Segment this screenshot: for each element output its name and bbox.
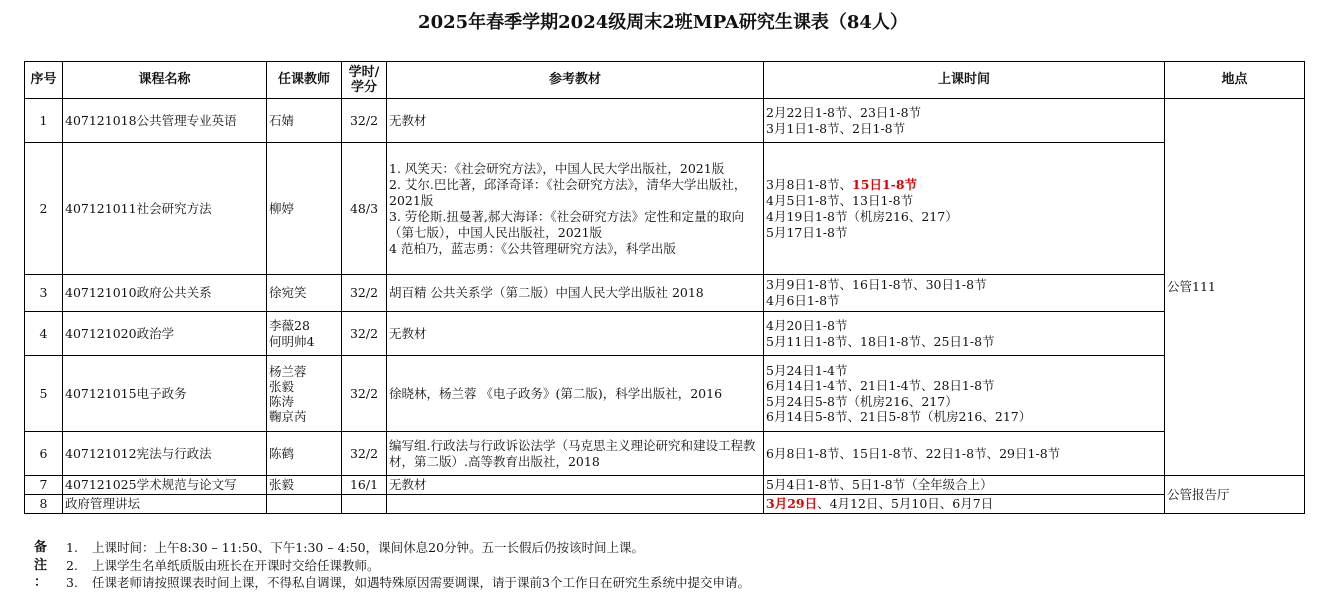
cell-teacher: 徐宛笑 [267, 275, 342, 312]
time-line: 5月17日1-8节 [766, 224, 848, 240]
cell-teacher: 石婧 [267, 99, 342, 143]
cell-location-main: 公管111 [1165, 99, 1305, 476]
teacher-name: 何明帅4 [269, 333, 315, 349]
time-line: 5月24日5-8节（机房216、217） [766, 393, 958, 409]
cell-teacher [267, 495, 342, 514]
time-segment: 3月8日1-8节、 [766, 176, 853, 192]
notes-label-char: ： [34, 575, 48, 590]
header-textbook: 参考教材 [387, 62, 764, 99]
cell-hours: 32/2 [342, 275, 387, 312]
cell-textbook: 无教材 [387, 99, 764, 143]
cell-seq: 3 [25, 275, 63, 312]
cell-time [764, 143, 1165, 275]
cell-teacher: 陈鹤 [267, 432, 342, 476]
cell-time [764, 495, 1165, 514]
table-row [25, 275, 1305, 312]
cell-seq: 4 [25, 312, 63, 356]
cell-textbook [387, 143, 764, 275]
note-item [66, 557, 750, 575]
time-segment: 、4月12日、5月10日、6月7日 [817, 496, 994, 511]
notes-label [34, 539, 50, 592]
table-row [25, 432, 1305, 476]
cell-textbook: 无教材 [387, 312, 764, 356]
cell-teacher [267, 356, 342, 432]
cell-hours: 32/2 [342, 312, 387, 356]
note-number: 2. [66, 557, 78, 573]
time-highlight: 15日1-8节 [852, 176, 918, 192]
cell-time: 6月8日1-8节、15日1-8节、22日1-8节、29日1-8节 [764, 432, 1165, 476]
cell-course: 407121025学术规范与论文写 [63, 476, 267, 495]
note-text: 上课学生名单纸质版由班长在开课时交给任课教师。 [92, 557, 380, 573]
note-number: 3. [66, 575, 78, 590]
cell-time [764, 275, 1165, 312]
note-item [66, 539, 750, 557]
cell-textbook [387, 432, 764, 476]
note-text: 任课老师请按照课表时间上课，不得私自调课，如遇特殊原因需要调课，请于课前3个工作日在研究生系统中提交申请。 [92, 575, 750, 590]
time-line: 4月6日1-8节 [766, 293, 840, 308]
header-location: 地点 [1165, 62, 1305, 99]
textbook-line: 徐晓林，杨兰蓉 《电子政务》(第二版)，科学出版社，2016 [389, 385, 723, 401]
cell-hours: 32/2 [342, 432, 387, 476]
cell-textbook [387, 356, 764, 432]
header-hours-line1: 学时/ [348, 65, 380, 80]
time-highlight: 3月29日 [766, 496, 818, 511]
cell-teacher: 张毅 [267, 476, 342, 495]
cell-seq: 5 [25, 356, 63, 432]
cell-time [764, 356, 1165, 432]
cell-time [764, 99, 1165, 143]
table-row [25, 312, 1305, 356]
cell-teacher: 柳婷 [267, 143, 342, 275]
note-number: 1. [66, 540, 78, 555]
cell-course: 407121018公共管理专业英语 [63, 99, 267, 143]
time-line: 6月14日1-4节、21日1-4节、28日1-8节 [766, 378, 995, 393]
time-line [766, 177, 1162, 193]
time-line: 6月14日5-8节、21日5-8节（机房216、217） [766, 409, 1032, 424]
header-course: 课程名称 [63, 62, 267, 99]
cell-hours: 48/3 [342, 143, 387, 275]
header-time: 上课时间 [764, 62, 1165, 99]
time-line: 5月11日1-8节、18日1-8节、25日1-8节 [766, 333, 995, 349]
time-line: 3月1日1-8节、2日1-8节 [766, 120, 906, 136]
textbook-line: 4 范柏乃，蓝志勇：《公共管理研究方法》，科学出版 [389, 240, 676, 256]
cell-hours: 32/2 [342, 99, 387, 143]
notes-list [66, 539, 750, 592]
textbook-line: 3. 劳伦斯.扭曼著,郝大海译：《社会研究方法》定性和定量的取向（第七版），中国人民出版社，2021版 [389, 208, 745, 240]
cell-course: 407121010政府公共关系 [63, 275, 267, 312]
cell-seq: 7 [25, 476, 63, 495]
cell-hours [342, 495, 387, 514]
cell-seq: 2 [25, 143, 63, 275]
schedule-table [24, 61, 1305, 514]
time-line: 4月20日1-8节 [766, 317, 848, 333]
cell-hours: 32/2 [342, 356, 387, 432]
cell-teacher [267, 312, 342, 356]
page-title: 2025年春季学期2024级周末2班MPA研究生课表（84人） [418, 12, 908, 33]
time-line: 3月9日1-8节、16日1-8节、30日1-8节 [766, 277, 987, 292]
header-hours-line2: 学分 [350, 80, 377, 95]
header-seq: 序号 [25, 62, 63, 99]
teacher-name: 李薇28 [269, 317, 310, 333]
cell-textbook [387, 495, 764, 514]
time-line: 2月22日1-8节、23日1-8节 [766, 104, 922, 120]
table-row [25, 476, 1305, 495]
textbook-line: 1. 风笑天：《社会研究方法》，中国人民大学出版社，2021版 [389, 160, 725, 176]
table-row [25, 99, 1305, 143]
table-row [25, 143, 1305, 275]
teacher-name: 陈涛 [269, 393, 295, 409]
header-hours [342, 62, 387, 99]
cell-course: 政府管理讲坛 [63, 495, 267, 514]
header-teacher: 任课教师 [267, 62, 342, 99]
teacher-name: 杨兰蓉 [269, 363, 307, 379]
textbook-line: 2. 艾尔.巴比著，邱泽奇译：《社会研究方法》，清华大学出版社，2021版 [389, 176, 747, 208]
time-line: 4月19日1-8节（机房216、217） [766, 208, 958, 224]
cell-seq: 1 [25, 99, 63, 143]
cell-hours: 16/1 [342, 476, 387, 495]
time-line: 5月24日1-4节 [766, 362, 848, 378]
teacher-name: 鞠京芮 [269, 408, 307, 424]
table-row [25, 495, 1305, 514]
textbook-line: 编写组.行政法与行政诉讼法学（马克思主义理论研究和建设工程教材，第二版）.高等教育出版社，2018 [389, 437, 756, 469]
cell-seq: 6 [25, 432, 63, 476]
note-text: 上课时间：上午8:30 – 11:50、下午1:30 – 4:50，课间休息20分钟。五一长假后仍按该时间上课。 [92, 540, 645, 555]
note-item [66, 574, 750, 592]
cell-time: 5月4日1-8节、5日1-8节（全年级合上） [764, 476, 1165, 495]
cell-textbook: 无教材 [387, 476, 764, 495]
table-row [25, 356, 1305, 432]
notes-label-char: 备 [34, 540, 48, 555]
cell-seq: 8 [25, 495, 63, 514]
cell-time [764, 312, 1165, 356]
cell-course: 407121011社会研究方法 [63, 143, 267, 275]
cell-textbook: 胡百精 公共关系学（第二版）中国人民大学出版社 2018 [387, 275, 764, 312]
cell-course: 407121020政治学 [63, 312, 267, 356]
cell-location-report: 公管报告厅 [1165, 476, 1305, 514]
notes-label-char: 注 [34, 557, 48, 573]
cell-course: 407121015电子政务 [63, 356, 267, 432]
cell-course: 407121012宪法与行政法 [63, 432, 267, 476]
header-row [25, 62, 1305, 99]
teacher-name: 张毅 [269, 378, 295, 394]
time-line: 4月5日1-8节、13日1-8节 [766, 192, 914, 208]
